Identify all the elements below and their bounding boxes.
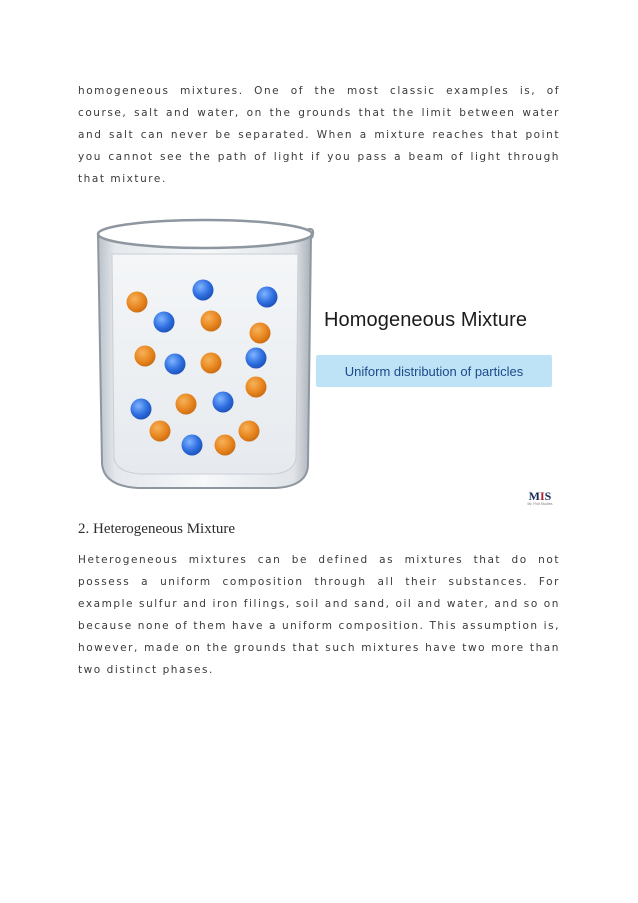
- blue-particle: [213, 392, 234, 413]
- section-heading: 2. Heterogeneous Mixture: [78, 521, 236, 537]
- figure-subtitle-banner: [316, 355, 552, 387]
- orange-particle: [201, 311, 222, 332]
- orange-particle: [150, 421, 171, 442]
- blue-particle: [193, 280, 214, 301]
- orange-particle: [127, 292, 148, 313]
- section-paragraph: Heterogeneous mixtures can be defined as mixtures that do not possess a uniform composition through all their substances. For example sulfur and iron filings, soil and sand, oil and water, and so on because none of them have a uniform composition. This assumption is, however, made on the grounds that such mixtures have two more than two distinct phases.: [78, 554, 560, 676]
- figure-subtitle: Uniform distribution of particles: [344, 363, 524, 379]
- logo-mark: MIS: [528, 489, 552, 503]
- orange-particle: [201, 353, 222, 374]
- blue-particle: [154, 312, 175, 333]
- orange-particle: [246, 377, 267, 398]
- blue-particle: [246, 348, 267, 369]
- blue-particle: [182, 435, 203, 456]
- orange-particle: [250, 323, 271, 344]
- blue-particle: [131, 399, 152, 420]
- orange-particle: [135, 346, 156, 367]
- orange-particle: [215, 435, 236, 456]
- orange-particle: [176, 394, 197, 415]
- blue-particle: [257, 287, 278, 308]
- logo-tagline: Mr. Fixit Studies: [527, 502, 553, 506]
- brand-logo: [523, 490, 557, 512]
- figure-title: Homogeneous Mixture: [324, 309, 528, 331]
- intro-paragraph: homogeneous mixtures. One of the most classic examples is, of course, salt and water, on the grounds that the limit between water and salt can never be separated. When a mixture reaches that point you cannot see the path of light if you pass a beam of light through that mixture.: [78, 85, 560, 185]
- orange-particle: [239, 421, 260, 442]
- blue-particle: [165, 354, 186, 375]
- beaker-rim: [98, 220, 312, 248]
